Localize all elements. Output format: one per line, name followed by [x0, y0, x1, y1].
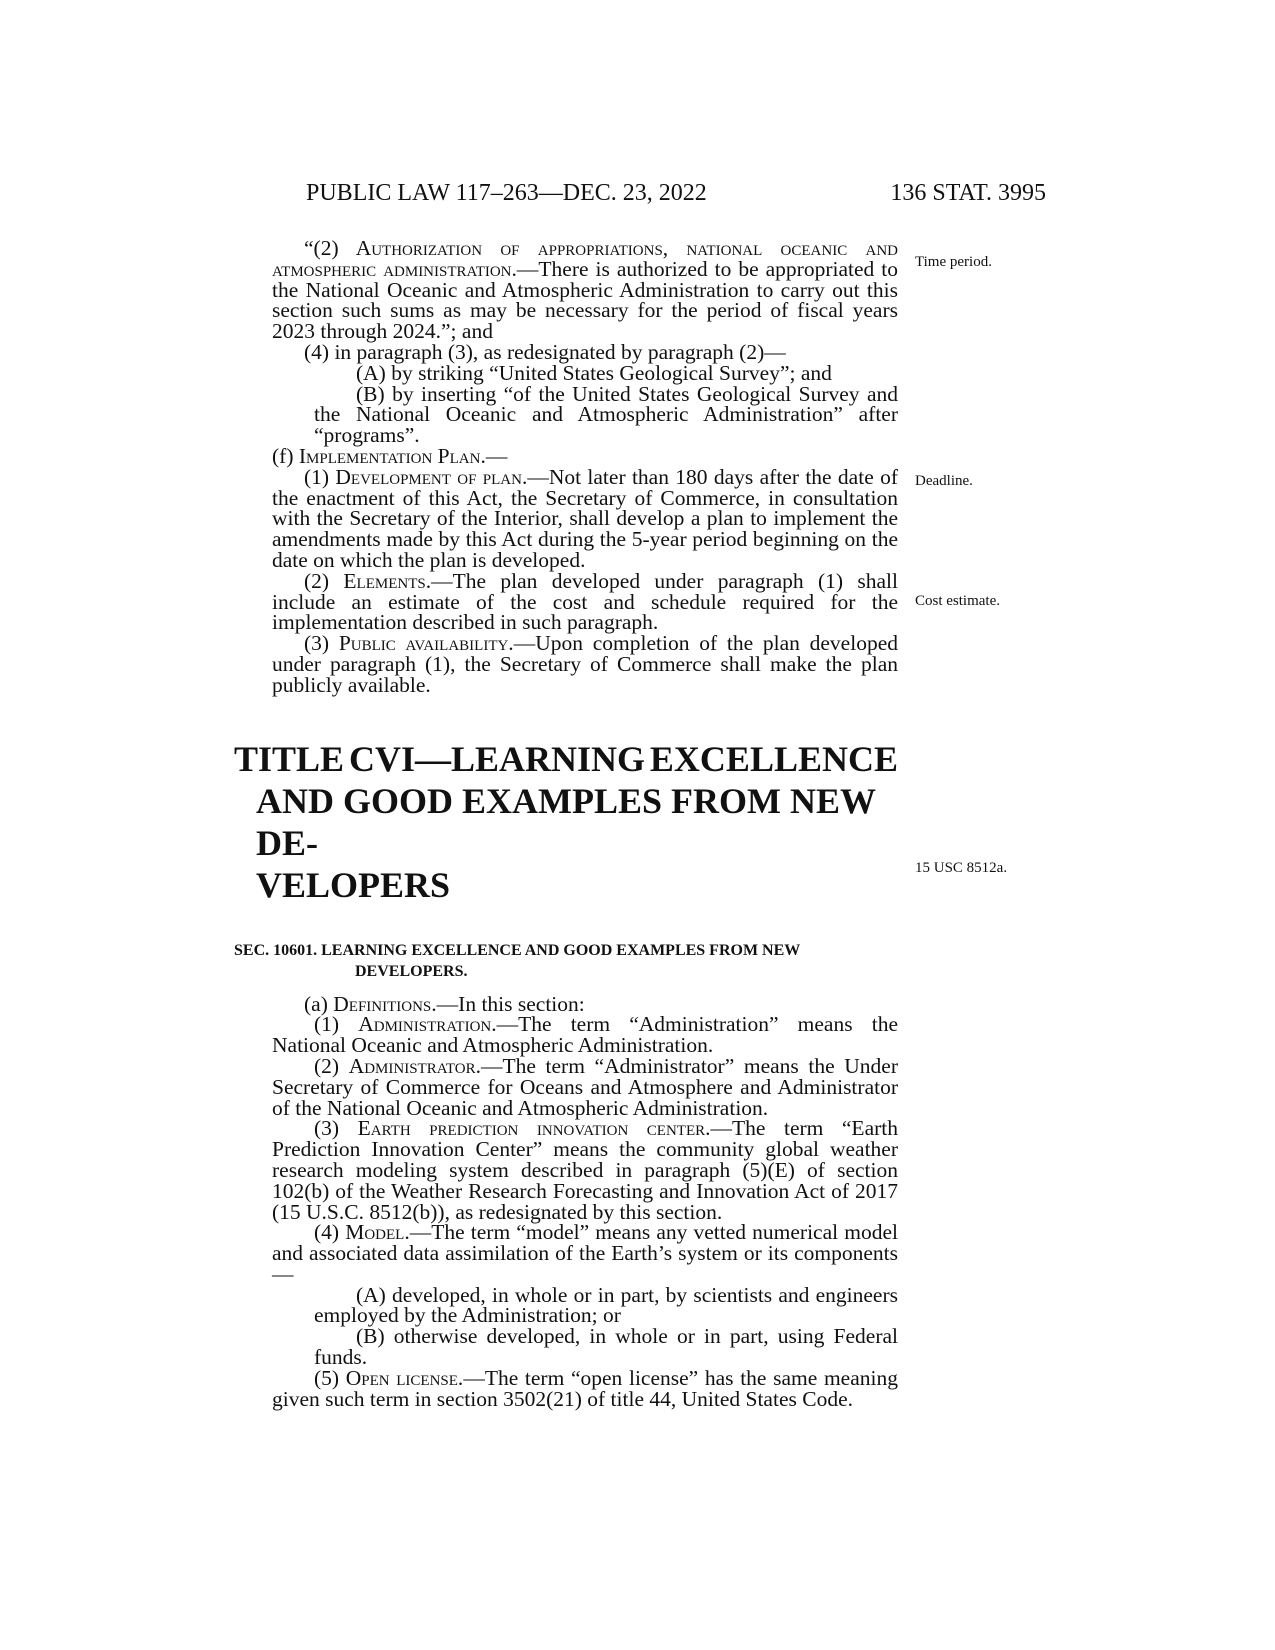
paragraph-label: (2) — [304, 568, 344, 593]
paragraph-4b: (B) by inserting “of the United States Geological Survey and the National Oceanic and Atmospheric Administration” after “programs”. — [314, 381, 898, 448]
subsection-label: (f) — [272, 443, 299, 468]
paragraph-heading: Elements. — [343, 568, 432, 593]
paragraph-4: (4) in paragraph (3), as redesignated by paragraph (2)— — [304, 339, 786, 364]
paragraph-text: —Upon completion of the plan developed under paragraph (1), the Secretary of Commerce shall make the plan publicly available. — [272, 631, 898, 697]
subsection-heading: Definitions. — [333, 991, 437, 1016]
paragraph-heading: “(2) Authorization of appropriations, national oceanic and atmospheric administration. — [272, 236, 898, 281]
definition-term: Administration. — [358, 1012, 497, 1037]
body-text — [234, 236, 899, 1411]
definition-text: —The term “open license” has the same meaning given such term in section 3502(21) of title 44, United States Code. — [272, 1365, 898, 1411]
definition-model-b: (B) otherwise developed, in whole or in part, using Federal funds. — [314, 1324, 898, 1370]
title-line-1 — [234, 738, 898, 780]
paragraph-development-of-plan — [272, 464, 898, 572]
definition-text: —The term “model” means any vetted numerical model and associated data assimilation of the Earth’s system or its components— — [272, 1220, 898, 1286]
paragraph-authorization — [272, 238, 898, 342]
title-heading — [234, 738, 898, 906]
paragraph-text: —There is authorized to be appropriated to the National Oceanic and Atmospheric Administration to carry out this section such sums as may be necessary for the period of fiscal years 2023 through 2024.”; and — [272, 256, 899, 344]
definition-text: —The term “Administrator” means the Under Secretary of Commerce for Oceans and Atmosphere and Administrator of the National Oceanic and Atmospheric Administration. — [272, 1053, 898, 1120]
running-header — [306, 180, 1046, 210]
definition-label: (3) — [314, 1116, 358, 1141]
subsection-f — [272, 443, 898, 468]
paragraph-heading: Development of plan. — [335, 464, 528, 489]
definition-text: —The term “Earth Prediction Innovation Center” means the community global weather research modeling system described in paragraph (5)(E) of section 102(b) of the Weather Research Forecasting and Innovation Act of 2017 (15 U.S.C. 8512(b)), as redesignated by this section. — [272, 1116, 898, 1224]
definition-administrator — [272, 1053, 898, 1120]
definition-model-a: (A) developed, in whole or in part, by scientists and engineers employed by the Administration; or — [314, 1282, 898, 1328]
definition-earth-prediction-innovation-center — [272, 1118, 898, 1222]
section-heading-line-1: SEC. 10601. LEARNING EXCELLENCE AND GOOD EXAMPLES FROM NEW — [234, 941, 801, 959]
definition-open-license — [272, 1365, 898, 1411]
margin-note-cost-estimate: Cost estimate. — [915, 593, 1000, 609]
title-line-3: VELOPERS — [256, 864, 451, 905]
paragraph-elements — [272, 568, 898, 635]
subsection-a — [272, 991, 898, 1016]
header-public-law: PUBLIC LAW 117–263—DEC. 23, 2022 — [306, 180, 707, 206]
definition-label: (1) — [314, 1012, 359, 1037]
definition-term: Model. — [345, 1220, 410, 1245]
definition-administration — [272, 1014, 898, 1056]
definition-label: (4) — [314, 1220, 346, 1245]
title-line-2: AND GOOD EXAMPLES FROM NEW DE- — [256, 780, 876, 863]
margin-note-deadline: Deadline. — [915, 473, 973, 489]
subsection-text: —In this section: — [436, 991, 585, 1016]
title-word: TITLE — [234, 738, 345, 779]
subsection-heading: Implementation Plan. — [298, 443, 486, 468]
paragraph-label: (3) — [304, 631, 339, 656]
paragraph-label: (1) — [304, 464, 336, 489]
definition-term: Administrator. — [348, 1053, 481, 1078]
section-heading — [234, 940, 898, 982]
margin-note-time-period: Time period. — [915, 254, 992, 270]
subsection-dash: — — [485, 443, 508, 468]
title-word: CVI—LEARNING — [348, 738, 646, 779]
definition-label: (5) — [314, 1365, 346, 1390]
definition-term: Open license. — [345, 1365, 464, 1390]
section-heading-line-2: DEVELOPERS. — [355, 962, 468, 980]
title-word: EXCELLENCE — [649, 738, 898, 779]
definition-text: —The term “Administration” means the National Oceanic and Atmospheric Administration. — [272, 1012, 898, 1058]
definition-term: Earth prediction innovation center. — [357, 1116, 711, 1141]
definition-label: (2) — [314, 1053, 349, 1078]
paragraph-heading: Public availability. — [338, 631, 514, 656]
subsection-label: (a) — [304, 991, 334, 1016]
margin-note-usc-citation: 15 USC 8512a. — [915, 860, 1008, 876]
paragraph-4a: (A) by striking “United States Geological Survey”; and — [356, 360, 832, 385]
definition-model — [272, 1222, 898, 1284]
paragraph-public-availability — [272, 633, 898, 695]
paragraph-text: —Not later than 180 days after the date of the enactment of this Act, the Secretary of Commerce, in consultation with the Secretary of the Interior, shall develop a plan to implement the amendments made by this Act during the 5-year period beginning on the date on which the plan is developed. — [272, 464, 898, 572]
paragraph-text: —The plan developed under paragraph (1) shall include an estimate of the cost and schedule required for the implementation described in such paragraph. — [272, 568, 898, 635]
header-stat-page: 136 STAT. 3995 — [890, 180, 1046, 206]
